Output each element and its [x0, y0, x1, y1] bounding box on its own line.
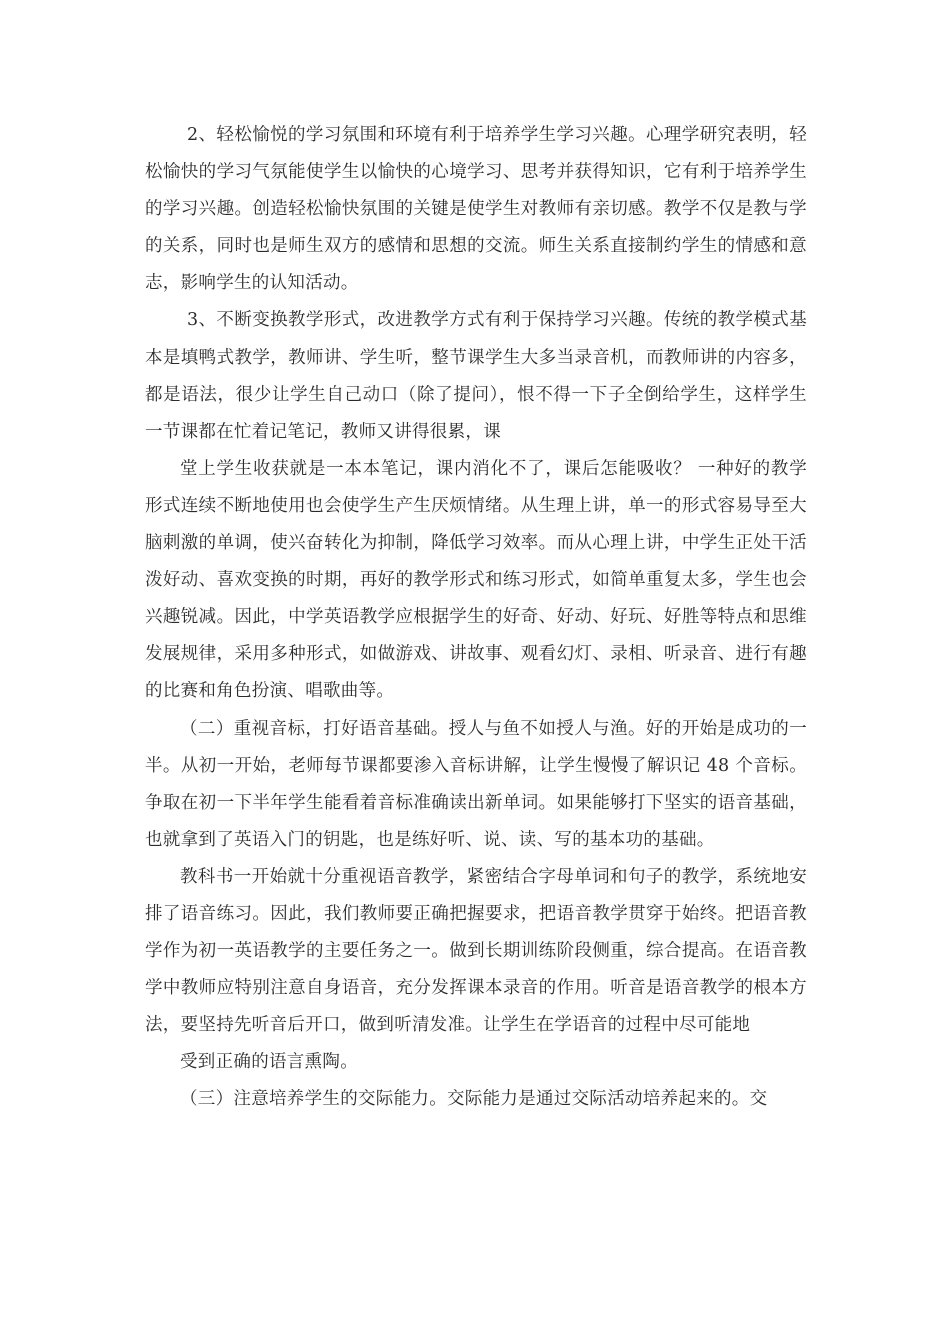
paragraph-teaching-forms: 3、不断变换教学形式，改进教学方式有利于保持学习兴趣。传统的教学模式基本是填鸭式教学，教师讲、学生听，整节课学生大多当录音机，而教师讲的内容多，都是语法，很少让学生自己动口（除了提问），恨不得一下子全倒给学生，这样学生一节课都在忙着记笔记，教师又讲得很累，课	[145, 310, 807, 442]
paragraph-pronunciation-teaching: 教科书一开始就十分重视语音教学，紧密结合字母单词和句子的教学，系统地安排了语音练习。因此，我们教师要正确把握要求，把语音教学贯穿于始终。把语音教学作为初一英语教学的主要任务之一。做到长期训练阶段侧重，综合提高。在语音教学中教师应特别注意自身语音，充分发挥课本录音的作用。听音是语音教学的根本方法，要坚持先听音后开口，做到听清发准。让学生在学语音的过程中尽可能地	[145, 866, 807, 1036]
paragraph-language-influence: 受到正确的语言熏陶。	[180, 1052, 358, 1073]
document-body	[145, 117, 807, 1119]
paragraph-teaching-forms-continued: 堂上学生收获就是一本本笔记，课内消化不了，课后怎能吸收？ 一种好的教学形式连续不断地使用也会使学生产生厌烦情绪。从生理上讲，单一的形式容易导至大脑刺激的单调，使兴奋转化为抑制，降低学习效率。而从心理上讲，中学生正处干活泼好动、喜欢变换的时期，再好的教学形式和练习形式，如简单重复太多，学生也会兴趣锐减。因此，中学英语教学应根据学生的好奇、好动、好玩、好胜等特点和思维发展规律，采用多种形式，如做游戏、讲故事、观看幻灯、录相、听录音、进行有趣的比赛和角色扮演、唱歌曲等。	[145, 458, 807, 702]
paragraph-phonetic-symbols: （二）重视音标，打好语音基础。授人与鱼不如授人与渔。好的开始是成功的一半。从初一开始，老师每节课都要渗入音标讲解，让学生慢慢了解识记 48 个音标。争取在初一下半年学生能看着音标准确读出新单词。如果能够打下坚实的语音基础，也就拿到了英语入门的钥匙，也是练好听、说、读、写的基本功的基础。	[145, 718, 807, 850]
paragraph-communication-ability: （三）注意培养学生的交际能力。交际能力是通过交际活动培养起来的。交	[180, 1089, 768, 1110]
paragraph-learning-atmosphere: 2、轻松愉悦的学习氛围和环境有利于培养学生学习兴趣。心理学研究表明，轻松愉快的学习气氛能使学生以愉快的心境学习、思考并获得知识，它有利于培养学生 的学习兴趣。创造轻松愉快氛围的关键是使学生对教师有亲切感。教学不仅是教与学的关系，同时也是师生双方的感情和思想的交流。师生关系直接制约学生的情感和意志，影响学生的认知活动。	[145, 125, 807, 294]
